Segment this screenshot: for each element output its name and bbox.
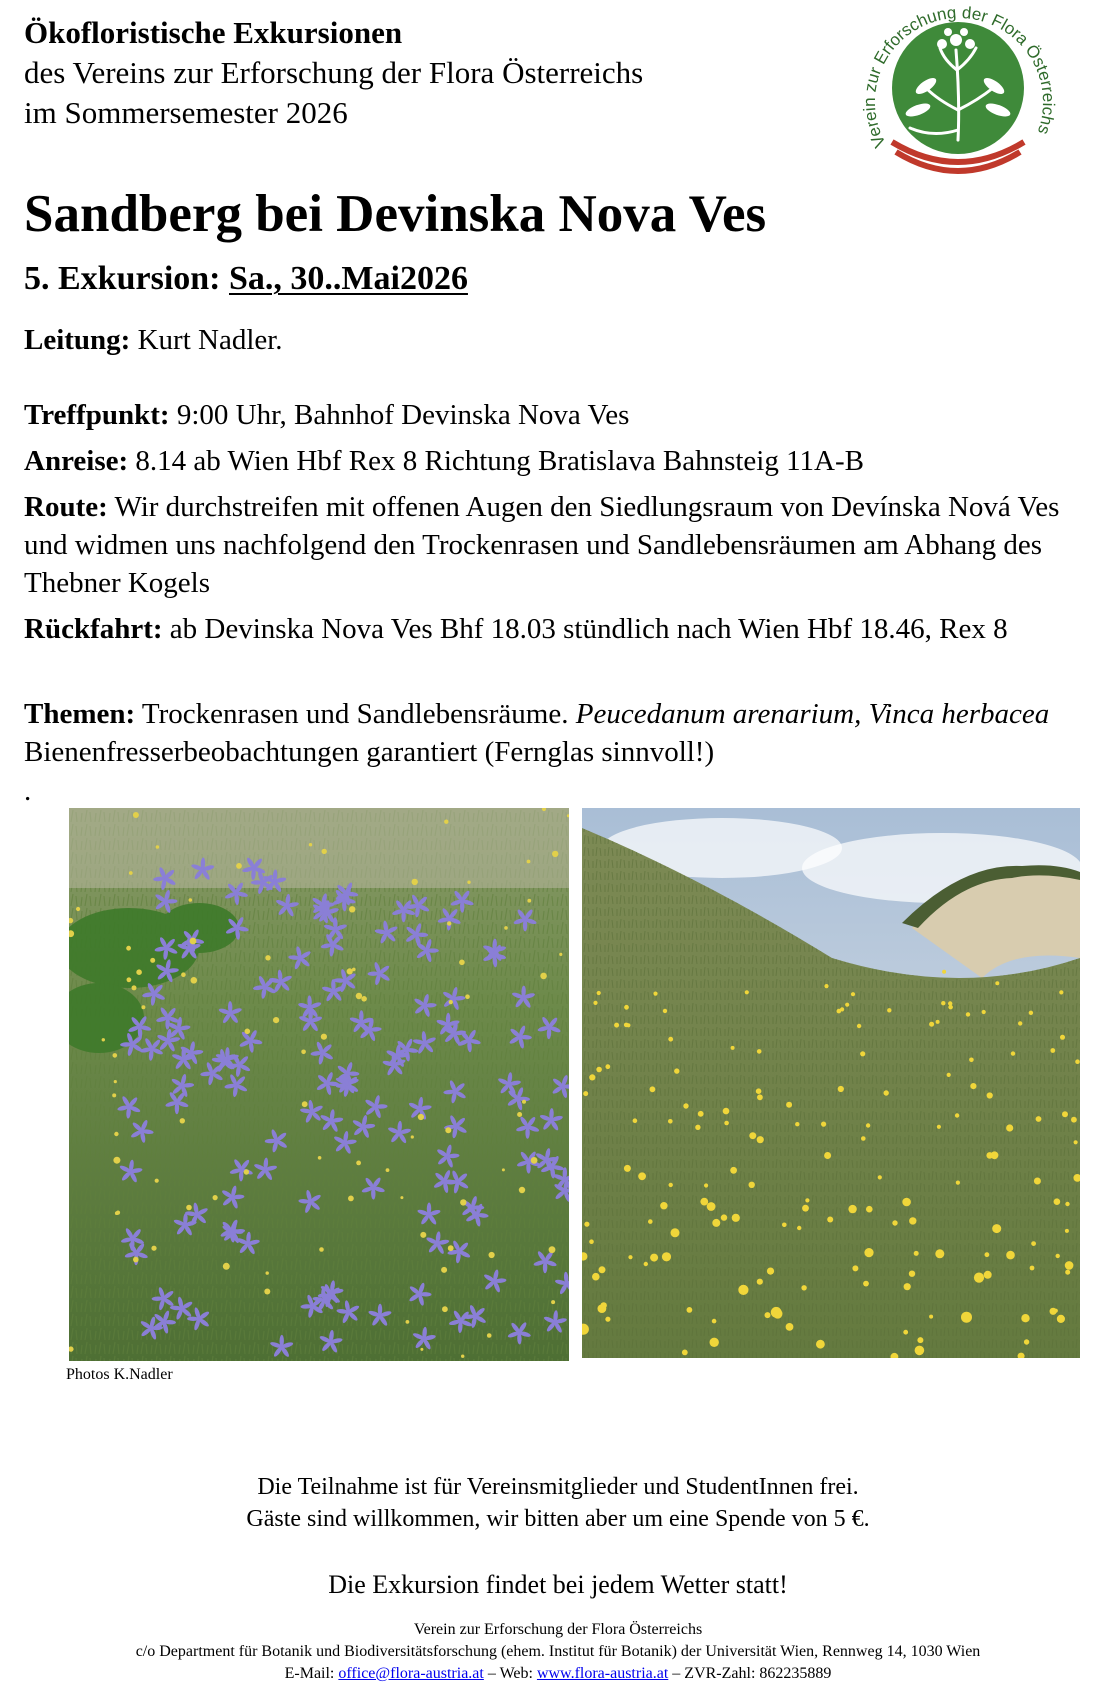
header-subtitle-line2: im Sommersemester 2026 — [24, 95, 348, 130]
anreise-label: Anreise: — [24, 445, 129, 477]
photo-slope-landscape-image — [582, 808, 1080, 1358]
treffpunkt-label: Treffpunkt: — [24, 399, 170, 431]
treffpunkt-value: 9:00 Uhr, Bahnhof Devinska Nova Ves — [169, 399, 630, 431]
web-link[interactable]: www.flora-austria.at — [536, 1665, 669, 1682]
photo-slope-landscape — [582, 808, 1080, 1358]
photo-flowers-meadow-image — [69, 808, 569, 1361]
themen-value-plain: Trockenrasen und Sandlebensräume. — [135, 698, 576, 730]
header-subtitle-line1: des Vereins zur Erforschung der Flora Österreichs — [24, 55, 644, 90]
header-title: Ökofloristische Exkursionen — [24, 15, 403, 50]
route-value: Wir durchstreifen mit offenen Augen den Siedlungsraum von Devínska Nová Ves und widmen uns nachfolgend den Trockenrasen und Sandlebensräumen am Abhang des Thebner Kogels — [24, 491, 1060, 599]
exkursion-label: 5. Exkursion: — [24, 260, 221, 297]
route-label: Route: — [24, 491, 108, 523]
field-themen — [24, 695, 1074, 771]
logo-ring-text: Verein zur Erforschung der Flora Österreichs — [859, 3, 1059, 151]
photo-credit: Photos K.Nadler — [66, 1366, 173, 1383]
footer-contact — [0, 1664, 1116, 1684]
leitung-line — [24, 322, 283, 358]
footer-address: c/o Department für Botanik und Biodiversitätsforschung (ehem. Institut für Botanik) der Universität Wien, Rennweg 14, 1030 Wien — [135, 1643, 981, 1660]
themen-value-after: Bienenfresserbeobachtungen garantiert (Fernglas sinnvoll!) — [24, 736, 715, 768]
leitung-label: Leitung: — [24, 324, 131, 356]
footer-org-name: Verein zur Erforschung der Flora Österreichs — [413, 1621, 703, 1638]
leitung-value: Kurt Nadler. — [130, 324, 283, 356]
footer-email-label: E-Mail: — [284, 1665, 339, 1682]
teilnahme-line2: Gäste sind willkommen, wir bitten aber um eine Spende von 5 €. — [246, 1506, 870, 1532]
logo-graphic — [848, 0, 1068, 186]
page-title: Sandberg bei Devinska Nova Ves — [24, 185, 767, 243]
themen-label: Themen: — [24, 698, 136, 730]
footer-zvr: – ZVR-Zahl: 862235889 — [668, 1665, 832, 1682]
rueckfahrt-label: Rückfahrt: — [24, 613, 163, 645]
weather-notice: Die Exkursion findet bei jedem Wetter statt! — [328, 1570, 788, 1599]
field-treffpunkt — [24, 396, 1074, 434]
exkursion-line — [24, 258, 468, 300]
stray-dot: . — [24, 775, 32, 807]
exkursion-date: Sa., 30..Mai2026 — [229, 260, 468, 297]
email-link[interactable]: office@flora-austria.at — [338, 1665, 484, 1682]
field-route — [24, 488, 1074, 602]
teilnahme-line1: Die Teilnahme ist für Vereinsmitglieder und StudentInnen frei. — [257, 1474, 859, 1500]
anreise-value: 8.14 ab Wien Hbf Rex 8 Richtung Bratislava Bahnsteig 11A-B — [128, 445, 864, 477]
field-rueckfahrt — [24, 610, 1074, 648]
footer-web-label: – Web: — [483, 1665, 537, 1682]
photo-flowers-meadow — [69, 808, 569, 1361]
themen-species: Peucedanum arenarium, Vinca herbacea — [575, 698, 1050, 730]
field-anreise — [24, 442, 1074, 480]
society-logo — [848, 0, 1068, 186]
rueckfahrt-value: ab Devinska Nova Ves Bhf 18.03 stündlich nach Wien Hbf 18.46, Rex 8 — [162, 613, 1008, 645]
